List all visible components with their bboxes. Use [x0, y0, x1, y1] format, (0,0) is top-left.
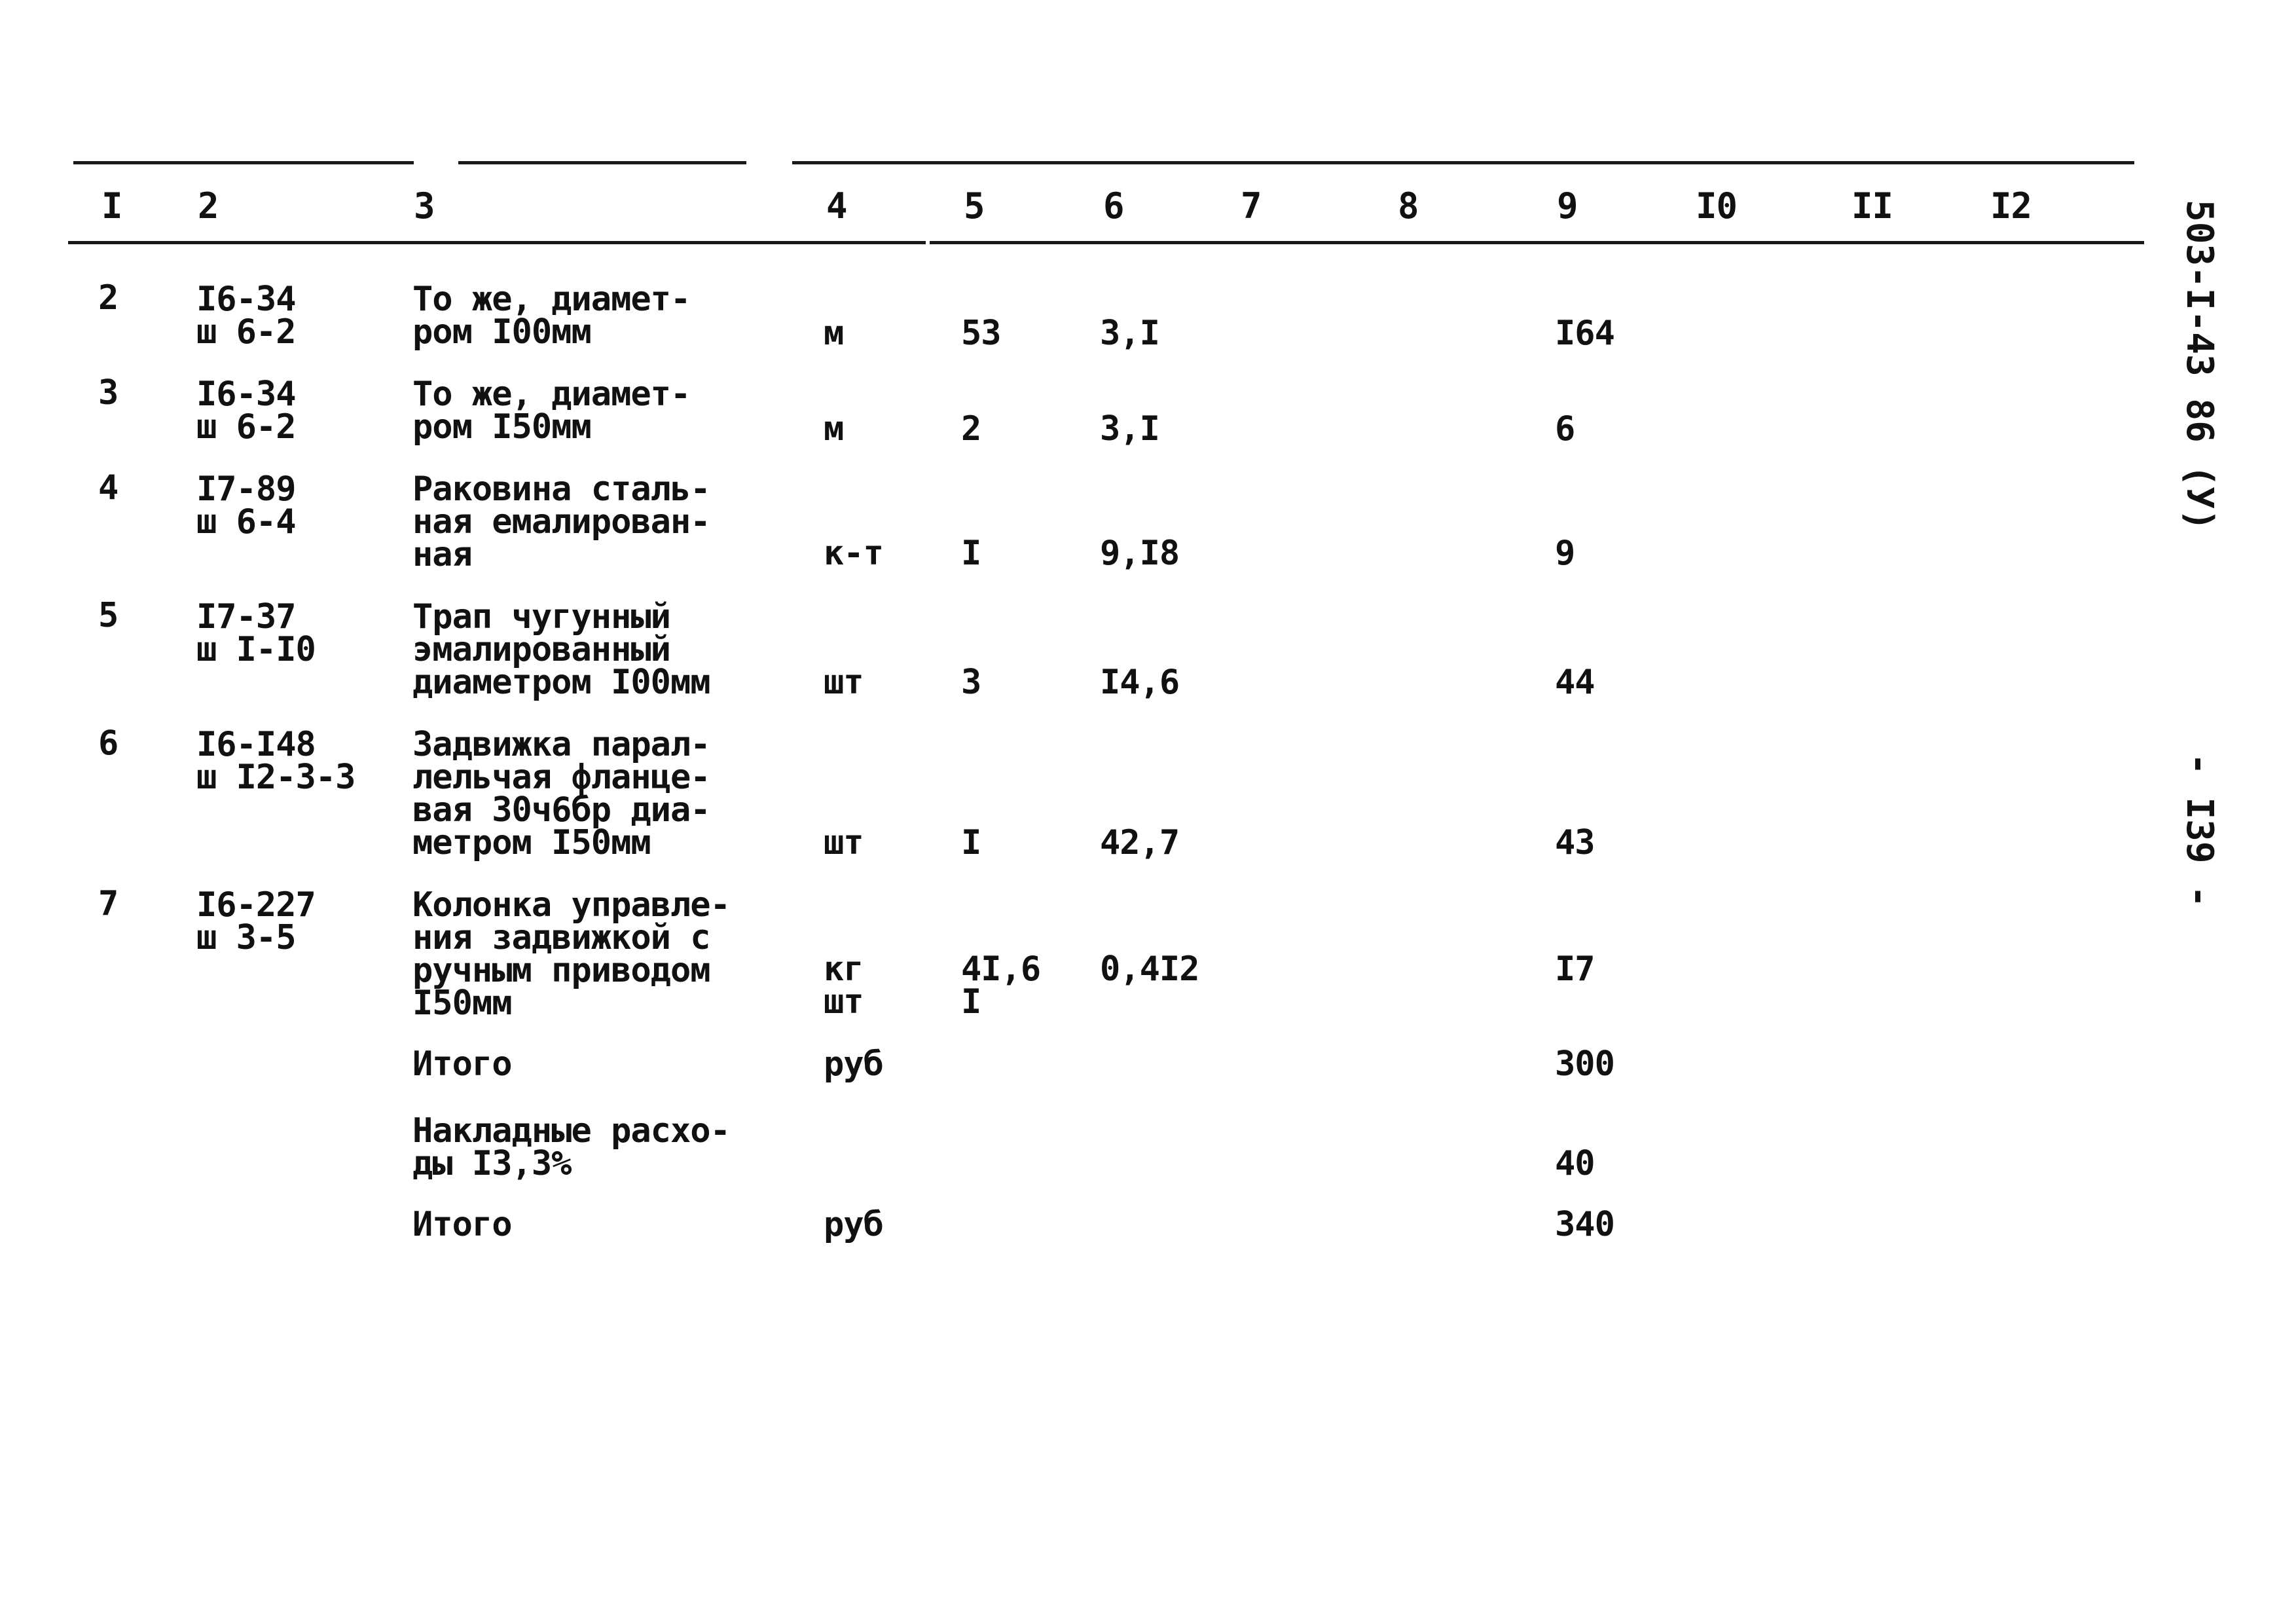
- row-price: 3,I: [1100, 314, 1159, 353]
- row-price: I4,6: [1100, 663, 1180, 702]
- row-total: 44: [1555, 663, 1595, 702]
- column-header: 8: [1398, 185, 1419, 227]
- column-header: 6: [1103, 185, 1124, 227]
- document-code-label: 503-I-43 86 (У): [2178, 200, 2221, 531]
- column-header: 2: [198, 185, 219, 227]
- row-code: I6-34 ш 6-2: [196, 375, 296, 447]
- top-rule-segment: [73, 161, 414, 164]
- row-price: 42,7: [1100, 823, 1180, 862]
- row-unit: м: [824, 409, 844, 449]
- summary-unit: руб: [824, 1205, 883, 1244]
- row-quantity: 3: [961, 663, 981, 702]
- row-unit: шт: [824, 823, 864, 862]
- row-name: Колонка управле- ния задвижкой с ручным приводом I50мм: [412, 885, 730, 1023]
- row-unit: шт: [824, 663, 864, 702]
- summary-label: Итого: [412, 1044, 512, 1084]
- row-code: I7-37 ш I-I0: [196, 597, 316, 669]
- row-total: 6: [1555, 409, 1575, 449]
- row-unit: к-т: [824, 534, 883, 573]
- row-code: I6-34 ш 6-2: [196, 280, 296, 352]
- row-total: I64: [1555, 314, 1614, 353]
- column-header: 9: [1557, 185, 1578, 227]
- row-quantity: 2: [961, 409, 981, 449]
- row-price: 3,I: [1100, 409, 1159, 449]
- header-bottom-rule-segment: [930, 241, 2144, 244]
- column-header: 5: [964, 185, 985, 227]
- row-number: 5: [98, 596, 118, 635]
- row-number: 3: [98, 373, 118, 413]
- row-number: 2: [98, 278, 118, 318]
- summary-total: 300: [1555, 1044, 1614, 1084]
- row-unit: кг шт: [824, 950, 864, 1022]
- column-header: II: [1851, 185, 1893, 227]
- top-rule-segment: [458, 161, 746, 164]
- header-bottom-rule-segment: [68, 241, 926, 244]
- row-unit: м: [824, 314, 844, 353]
- row-number: 6: [98, 724, 118, 763]
- row-name: То же, диамет- ром I50мм: [412, 375, 691, 447]
- page-number-label: - I39 -: [2178, 753, 2221, 908]
- column-header: I: [101, 185, 122, 227]
- row-name: Трап чугунный эмалированный диаметром I00мм: [412, 597, 710, 702]
- column-header: I2: [1990, 185, 2032, 227]
- summary-unit: руб: [824, 1044, 883, 1084]
- row-price: 0,4I2: [1100, 950, 1199, 989]
- row-code: I6-I48 ш I2-3-3: [196, 725, 355, 797]
- row-quantity: I: [961, 534, 981, 573]
- summary-total: 340: [1555, 1205, 1614, 1244]
- row-name: Раковина сталь- ная емалирован- ная: [412, 470, 710, 574]
- row-code: I6-227 ш 3-5: [196, 885, 316, 957]
- row-name: То же, диамет- ром I00мм: [412, 280, 691, 352]
- summary-label: Итого: [412, 1205, 512, 1244]
- row-total: 43: [1555, 823, 1595, 862]
- row-total: I7: [1555, 950, 1595, 989]
- row-price: 9,I8: [1100, 534, 1180, 573]
- row-quantity: 4I,6 I: [961, 950, 1041, 1022]
- summary-label: Накладные расхо- ды I3,3%: [412, 1111, 730, 1183]
- column-header: 4: [826, 185, 847, 227]
- row-code: I7-89 ш 6-4: [196, 470, 296, 542]
- top-rule-segment: [792, 161, 2134, 164]
- column-header: I0: [1696, 185, 1738, 227]
- column-header: 3: [414, 185, 435, 227]
- row-quantity: 53: [961, 314, 1001, 353]
- row-name: Задвижка парал- лельчая фланце- вая 30ч6бр диа- метром I50мм: [412, 725, 710, 862]
- row-quantity: I: [961, 823, 981, 862]
- row-number: 7: [98, 884, 118, 923]
- column-header: 7: [1241, 185, 1262, 227]
- row-number: 4: [98, 468, 118, 507]
- summary-total: 40: [1555, 1144, 1595, 1183]
- row-total: 9: [1555, 534, 1575, 573]
